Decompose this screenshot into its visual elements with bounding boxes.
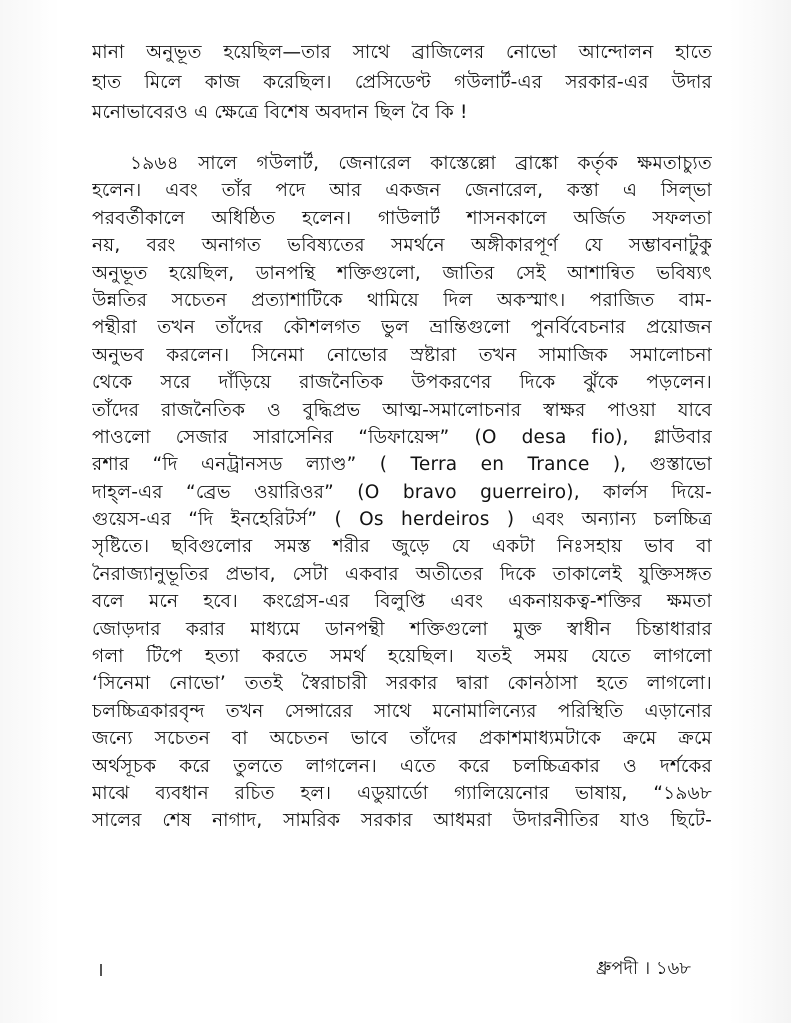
text-line: জন্যে সচেতন বা অচেতন ভাবে তাঁদের প্রকাশমাধ্যমটাকে ক্রমে ক্রমে: [92, 728, 712, 750]
text-line: হলেন। এবং তাঁর পদে আর একজন জেনারেল, কস্তা এ সিল্ভা: [92, 180, 712, 202]
text-line: অনুভূত হয়েছিল, ডানপন্থি শক্তিগুলো, জাতির সেই আশান্বিত ভবিষ্যৎ: [92, 262, 712, 284]
page-footer: [0, 950, 791, 990]
text-line: বলে মনে হবে। কংগ্রেস-এর বিলুপ্তি এবং একনায়কত্ব-শক্তির ক্ষমতা: [92, 591, 712, 613]
text-line: পাওলো সেজার সারাসেনির “ডিফায়েন্স” (O desa fio), গ্লাউবার: [92, 426, 712, 448]
page-folio: ধ্রুপদী । ১৬৮: [595, 958, 691, 979]
text-line: মানা অনুভূত হয়েছিল—তার সাথে ব্রাজিলের নোভো আন্দোলন হাতে: [92, 42, 712, 63]
text-line: চলচ্চিত্রকারবৃন্দ তখন সেন্সারের সাথে মনোমালিন্যের পরিস্থিতি এড়ানোর: [92, 700, 712, 722]
text-line: মাঝে ব্যবধান রচিত হল। এডুয়ার্ডো গ্যালিয়েনোর ভাষায়, “১৯৬৮: [92, 782, 712, 804]
text-line: গুয়েস-এর “দি ইনহেরিটর্স” ( Os herdeiros ) এবং অন্যান্য চলচ্চিত্র: [92, 509, 712, 531]
text-line: সালের শেষ নাগাদ, সামরিক সরকার আধমরা উদারনীতির যাও ছিটে-: [92, 810, 712, 832]
text-line: পন্থীরা তখন তাঁদের কৌশলগত ভুল ভ্রান্তিগুলো পুনর্বিবেচনার প্রয়োজন: [92, 317, 712, 339]
text-line: অর্থসূচক করে তুলতে লাগলেন। এতে করে চলচ্চিত্রকার ও দর্শকের: [92, 755, 712, 777]
text-line: দাহ্‌ল-এর “ব্রেভ ওয়ারিওর” (O bravo guerreiro), কার্লস দিয়ে-: [92, 481, 712, 503]
text-line: নয়, বরং অনাগত ভবিষ্যতের সমর্থনে অঙ্গীকারপূর্ণ যে সম্ভাবনাটুকু: [92, 235, 712, 257]
text-line: অনুভব করলেন। সিনেমা নোভোর স্রষ্টারা তখন সামাজিক সমালোচনা: [92, 344, 712, 366]
text-line: ‘সিনেমা নোভো’ ততই স্বৈরাচারী সরকার দ্বারা কোনঠাসা হতে লাগলো।: [92, 673, 712, 695]
text-line: ১৯৬৪ সালে গউলার্ট, জেনারেল কাস্তেল্লো ব্রাঙ্কো কর্তৃক ক্ষমতাচ্যুত: [130, 153, 712, 174]
margin-mark: [100, 964, 102, 976]
text-line: হাত মিলে কাজ করেছিল। প্রেসিডেণ্ট গউলার্ট-এর সরকার-এর উদার: [92, 72, 712, 93]
text-line: তাঁদের রাজনৈতিক ও বুদ্ধিপ্রভ আত্ম-সমালোচনার স্বাক্ষর পাওয়া যাবে: [92, 399, 712, 421]
text-line: রশার “দি এনট্রানসড ল্যাণ্ড” ( Terra en Trance ), গুস্তাভো: [92, 454, 712, 476]
text-line: থেকে সরে দাঁড়িয়ে রাজনৈতিক উপকরণের দিকে ঝুঁকে পড়লেন।: [92, 372, 712, 394]
text-line: মনোভাবেরও এ ক্ষেত্রে বিশেষ অবদান ছিল বৈ কি !: [92, 102, 468, 123]
paragraph-2: [92, 150, 712, 835]
text-line: জোড়দার করার মাধ্যমে ডানপন্থী শক্তিগুলো মুক্ত স্বাধীন চিন্তাধারার: [92, 618, 712, 640]
text-line: উন্নতির সচেতন প্রত্যাশাটিকে থামিয়ে দিল অকস্মাৎ। পরাজিত বাম-: [92, 289, 712, 311]
text-line: সৃষ্টিতে। ছবিগুলোর সমস্ত শরীর জুড়ে যে একটা নিঃসহায় ভাব বা: [92, 536, 712, 558]
paragraph-1: [92, 38, 712, 128]
text-line: গলা টিপে হত্যা করতে সমর্থ হয়েছিল। যতই সময় যেতে লাগলো: [92, 646, 712, 668]
text-line: পরবর্তীকালে অধিষ্ঠিত হলেন। গাউলার্ট শাসনকালে অর্জিত সফলতা: [92, 207, 712, 229]
text-line: নৈরাজ্যানুভূতির প্রভাব, সেটা একবার অতীতের দিকে তাকালেই যুক্তিসঙ্গত: [92, 563, 712, 585]
